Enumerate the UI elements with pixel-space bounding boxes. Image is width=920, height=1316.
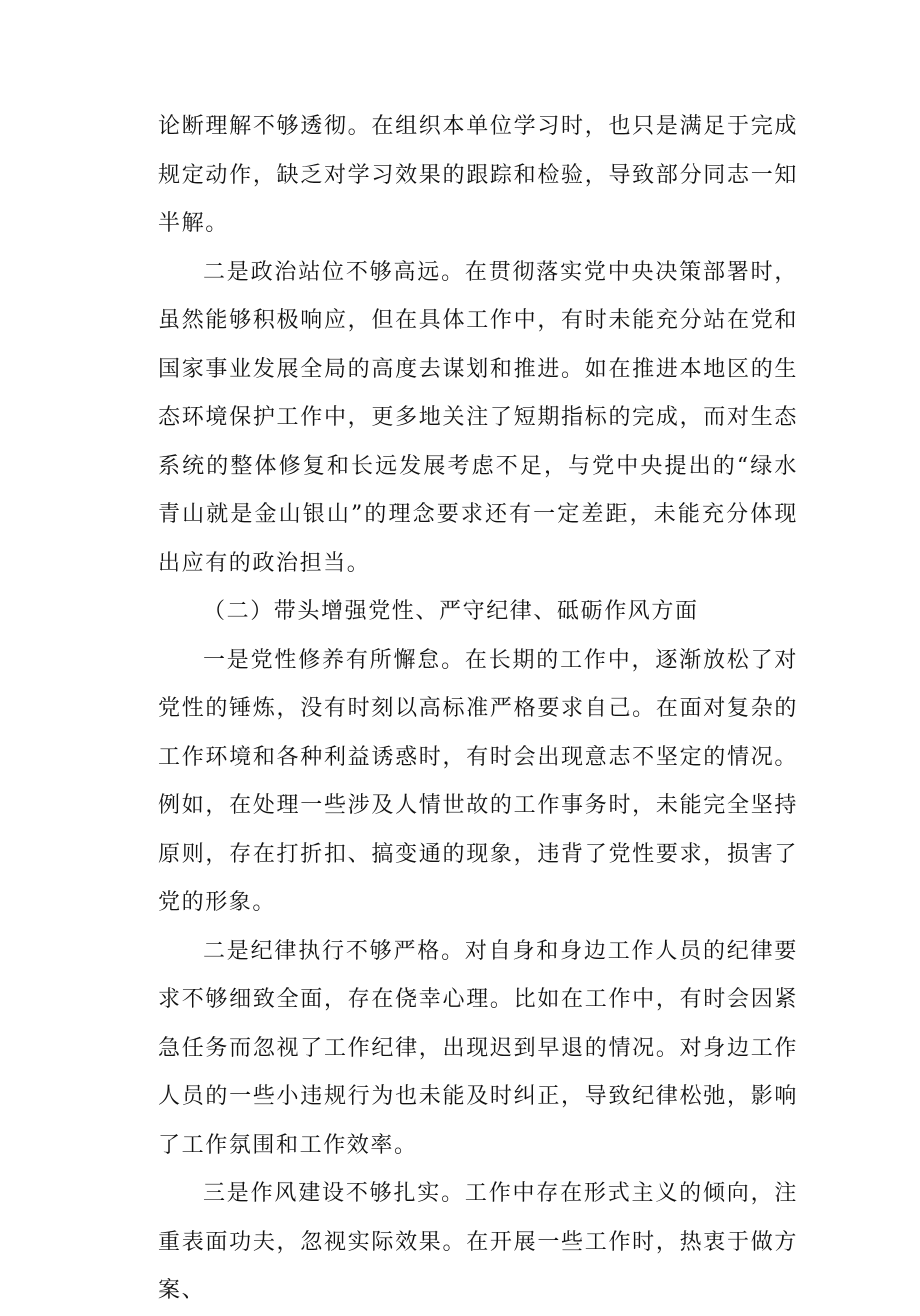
paragraph-continuation: 论断理解不够透彻。在组织本单位学习时，也只是满足于完成规定动作，缺乏对学习效果的跟踪和检验，导致部分同志一知半解。: [158, 114, 798, 236]
section-heading-party-spirit: （二）带头增强党性、严守纪律、砥砺作风方面: [203, 599, 699, 624]
document-body: [158, 103, 798, 1316]
paragraph-party-cultivation: 一是党性修养有所懈怠。在长期的工作中，逐渐放松了对党性的锤炼，没有时刻以高标准严格要求自己。在面对复杂的工作环境和各种利益诱惑时，有时会出现意志不坚定的情况。例如，在处理一些涉及人情世故的工作事务时，未能完全坚持原则，存在打折扣、搞变通的现象，违背了党性要求，损害了党的形象。: [158, 647, 798, 915]
paragraph-work-style: 三是作风建设不够扎实。工作中存在形式主义的倾向，注重表面功夫，忽视实际效果。在开展一些工作时，热衷于做方案、: [158, 1181, 798, 1303]
paragraph-discipline: 二是纪律执行不够严格。对自身和身边工作人员的纪律要求不够细致全面，存在侥幸心理。比如在工作中，有时会因紧急任务而忽视了工作纪律，出现迟到早退的情况。对身边工作人员的一些小违规行为也未能及时纠正，导致纪律松弛，影响了工作氛围和工作效率。: [158, 938, 798, 1158]
paragraph-political-stance: 二是政治站位不够高远。在贯彻落实党中央决策部署时，虽然能够积极响应，但在具体工作中，有时未能充分站在党和国家事业发展全局的高度去谋划和推进。如在推进本地区的生态环境保护工作中，更多地关注了短期指标的完成，而对生态系统的整体修复和长远发展考虑不足，与党中央提出的“绿水青山就是金山银山”的理念要求还有一定差距，未能充分体现出应有的政治担当。: [158, 259, 798, 576]
